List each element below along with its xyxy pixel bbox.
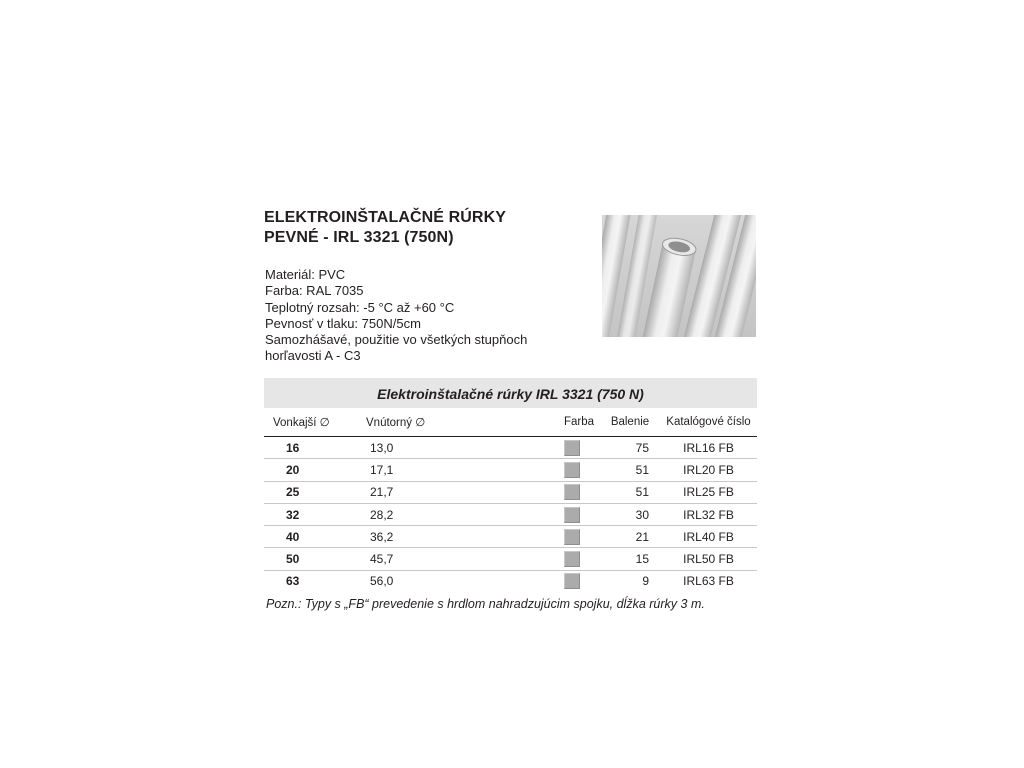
- cell-outer: 20: [264, 459, 360, 481]
- header-color: Farba: [510, 408, 600, 437]
- cell-catalog: IRL63 FB: [683, 574, 734, 589]
- property-strength: Pevnosť v tlaku: 750N/5cm: [265, 315, 421, 331]
- cell-catalog: IRL25 FB: [660, 481, 757, 503]
- product-title-line1: ELEKTROINŠTALAČNÉ RÚRKY: [264, 209, 507, 226]
- cell-inner: 45,7: [360, 548, 510, 570]
- conduit-pipes-image: [602, 215, 756, 337]
- cell-outer: 63: [286, 574, 300, 589]
- cell-package: 30: [600, 503, 660, 525]
- cell-inner: 17,1: [360, 459, 510, 481]
- table-row: [264, 481, 757, 503]
- footnote: Pozn.: Typy s „FB“ prevedenie s hrdlom nahradzujúcim spojku, dĺžka rúrky 3 m.: [266, 597, 705, 611]
- table-row: [264, 459, 757, 481]
- cell-inner: 28,2: [360, 503, 510, 525]
- table-row: [264, 437, 757, 459]
- cell-outer: 40: [264, 526, 360, 548]
- cell-color: [510, 526, 600, 548]
- product-table: [264, 378, 757, 592]
- table-row: [264, 548, 757, 570]
- color-swatch-icon: [564, 573, 580, 589]
- cell-inner: 13,0: [360, 437, 510, 459]
- property-temperature: Teplotný rozsah: -5 °C až +60 °C: [265, 299, 455, 315]
- cell-catalog: IRL32 FB: [660, 503, 757, 525]
- cell-color: [510, 459, 600, 481]
- property-color: Farba: RAL 7035: [265, 283, 364, 299]
- cell-package: 15: [600, 548, 660, 570]
- cell-package: 75: [600, 437, 660, 459]
- cell-package: 21: [600, 526, 660, 548]
- cell-package: 51: [600, 481, 660, 503]
- table-caption: Elektroinštalačné rúrky IRL 3321 (750 N): [264, 378, 757, 408]
- cell-color: [510, 481, 600, 503]
- property-flame-line1: Samozhášavé, použitie vo všetkých stupňoch: [265, 332, 528, 348]
- header-inner-diameter: Vnútorný ∅: [360, 408, 510, 437]
- cell-catalog: IRL16 FB: [660, 437, 757, 459]
- cell-color: [510, 437, 600, 459]
- cell-outer: 16: [264, 437, 360, 459]
- cell-outer: 25: [264, 481, 360, 503]
- color-swatch-icon: [564, 440, 580, 456]
- table-row: [264, 526, 757, 548]
- table-header-row: [264, 408, 757, 437]
- color-swatch-icon: [564, 529, 580, 545]
- cell-package: 9: [642, 574, 649, 589]
- table-row: [264, 570, 757, 592]
- cell-outer: 32: [264, 503, 360, 525]
- cell-color: [510, 503, 600, 525]
- color-swatch-icon: [564, 551, 580, 567]
- color-swatch-icon: [564, 484, 580, 500]
- cell-color: [510, 570, 600, 592]
- table-row: [264, 503, 757, 525]
- property-flame-line2: horľavosti A - C3: [265, 348, 361, 364]
- product-title: [264, 208, 584, 248]
- color-swatch-icon: [564, 507, 580, 523]
- cell-color: [510, 548, 600, 570]
- properties-list: [265, 267, 585, 365]
- cell-inner: 56,0: [370, 574, 394, 589]
- cell-inner: 21,7: [360, 481, 510, 503]
- color-swatch-icon: [564, 462, 580, 478]
- product-title-line2: PEVNÉ - IRL 3321 (750N): [264, 229, 454, 246]
- header-outer-diameter: Vonkajší ∅: [264, 408, 360, 437]
- cell-catalog: IRL50 FB: [660, 548, 757, 570]
- cell-inner: 36,2: [360, 526, 510, 548]
- header-package: Balenie: [600, 408, 660, 437]
- product-photo: [602, 215, 756, 337]
- header-catalog-number: Katalógové číslo: [660, 408, 757, 437]
- cell-catalog: IRL40 FB: [660, 526, 757, 548]
- data-table: [264, 408, 757, 592]
- cell-outer: 50: [264, 548, 360, 570]
- cell-catalog: IRL20 FB: [660, 459, 757, 481]
- property-material: Materiál: PVC: [265, 267, 346, 282]
- cell-package: 51: [600, 459, 660, 481]
